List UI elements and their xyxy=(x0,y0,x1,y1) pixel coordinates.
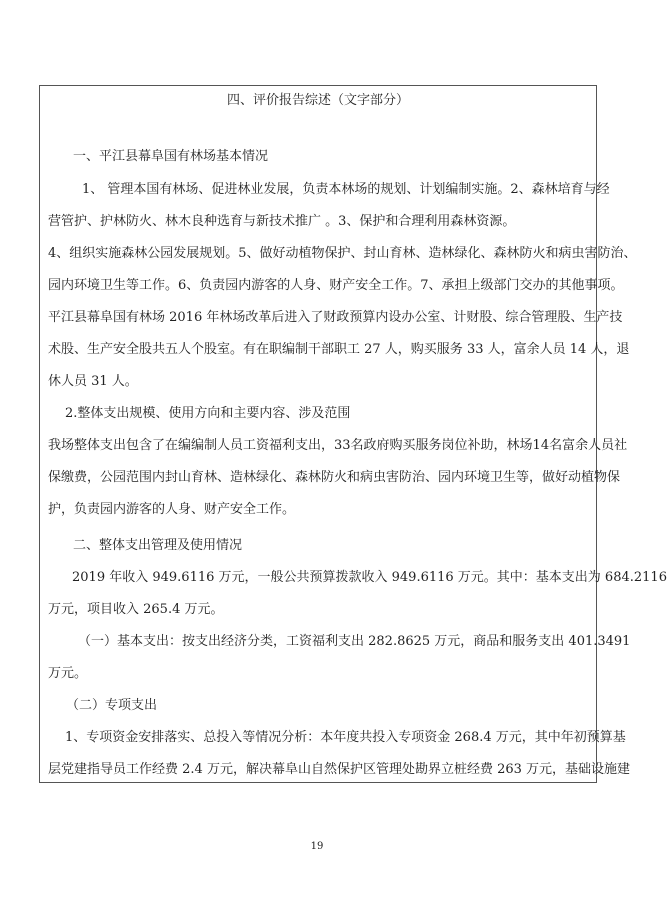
paragraph-line: 园内环境卫生等工作。6、负责园内游客的人身、财产安全工作。7、承担上级部门交办的其他事项。 xyxy=(48,278,624,293)
paragraph-line: 平江县幕阜国有林场 2016 年林场改革后进入了财政预算内设办公室、计财股、综合管理股、生产技 xyxy=(48,310,623,325)
paragraph-line: 休人员 31 人。 xyxy=(48,374,138,389)
page-number: 19 xyxy=(310,841,324,852)
paragraph-line: 1、 管理本国有林场、促进林业发展，负责本林场的规划、计划编制实施。2、森林培育与经 xyxy=(82,182,610,197)
paragraph-line: 营管护、护林防火、林木良种选育与新技术推广 。3、保护和合理利用森林资源。 xyxy=(48,214,516,229)
paragraph-line: 护，负责园内游客的人身、财产安全工作。 xyxy=(48,502,296,517)
section-title: 四、评价报告综述（文字部分） xyxy=(226,93,409,108)
paragraph-line: （一）基本支出：按支出经济分类，工资福利支出 282.8625 万元，商品和服务支出 401.3491 xyxy=(78,634,631,649)
heading-basic-info: 一、平江县幕阜国有林场基本情况 xyxy=(73,149,269,164)
paragraph-line: 我场整体支出包含了在编编制人员工资福利支出，33名政府购买服务岗位补助，林场14名富余人员社 xyxy=(48,438,628,453)
paragraph-line: 万元，项目收入 265.4 万元。 xyxy=(48,602,224,617)
heading-expenditure-scope: 2.整体支出规模、使用方向和主要内容、涉及范围 xyxy=(65,406,351,421)
paragraph-line: 1、专项资金安排落实、总投入等情况分析：本年度共投入专项资金 268.4 万元，其中年初预算基 xyxy=(65,730,626,745)
paragraph-line: 层党建指导员工作经费 2.4 万元，解决幕阜山自然保护区管理处勘界立桩经费 263 万元，基础设施建 xyxy=(48,762,631,777)
paragraph-line: 万元。 xyxy=(48,666,88,681)
heading-special-expenditure: （二）专项支出 xyxy=(66,698,158,713)
paragraph-line: 2019 年收入 949.6116 万元，一般公共预算拨款收入 949.6116 万元。其中：基本支出为 684.2116 xyxy=(72,570,667,585)
heading-expenditure-management: 二、整体支出管理及使用情况 xyxy=(73,538,243,553)
paragraph-line: 4、组织实施森林公园发展规划。5、做好动植物保护、封山育林、造林绿化、森林防火和病虫害防治、 xyxy=(48,246,637,261)
paragraph-line: 保缴费，公园范围内封山育林、造林绿化、森林防火和病虫害防治、园内环境卫生等，做好动植物保 xyxy=(48,470,621,485)
paragraph-line: 术股、生产安全股共五人个股室。有在职编制干部职工 27 人，购买服务 33 人，富余人员 14 人，退 xyxy=(48,342,630,357)
